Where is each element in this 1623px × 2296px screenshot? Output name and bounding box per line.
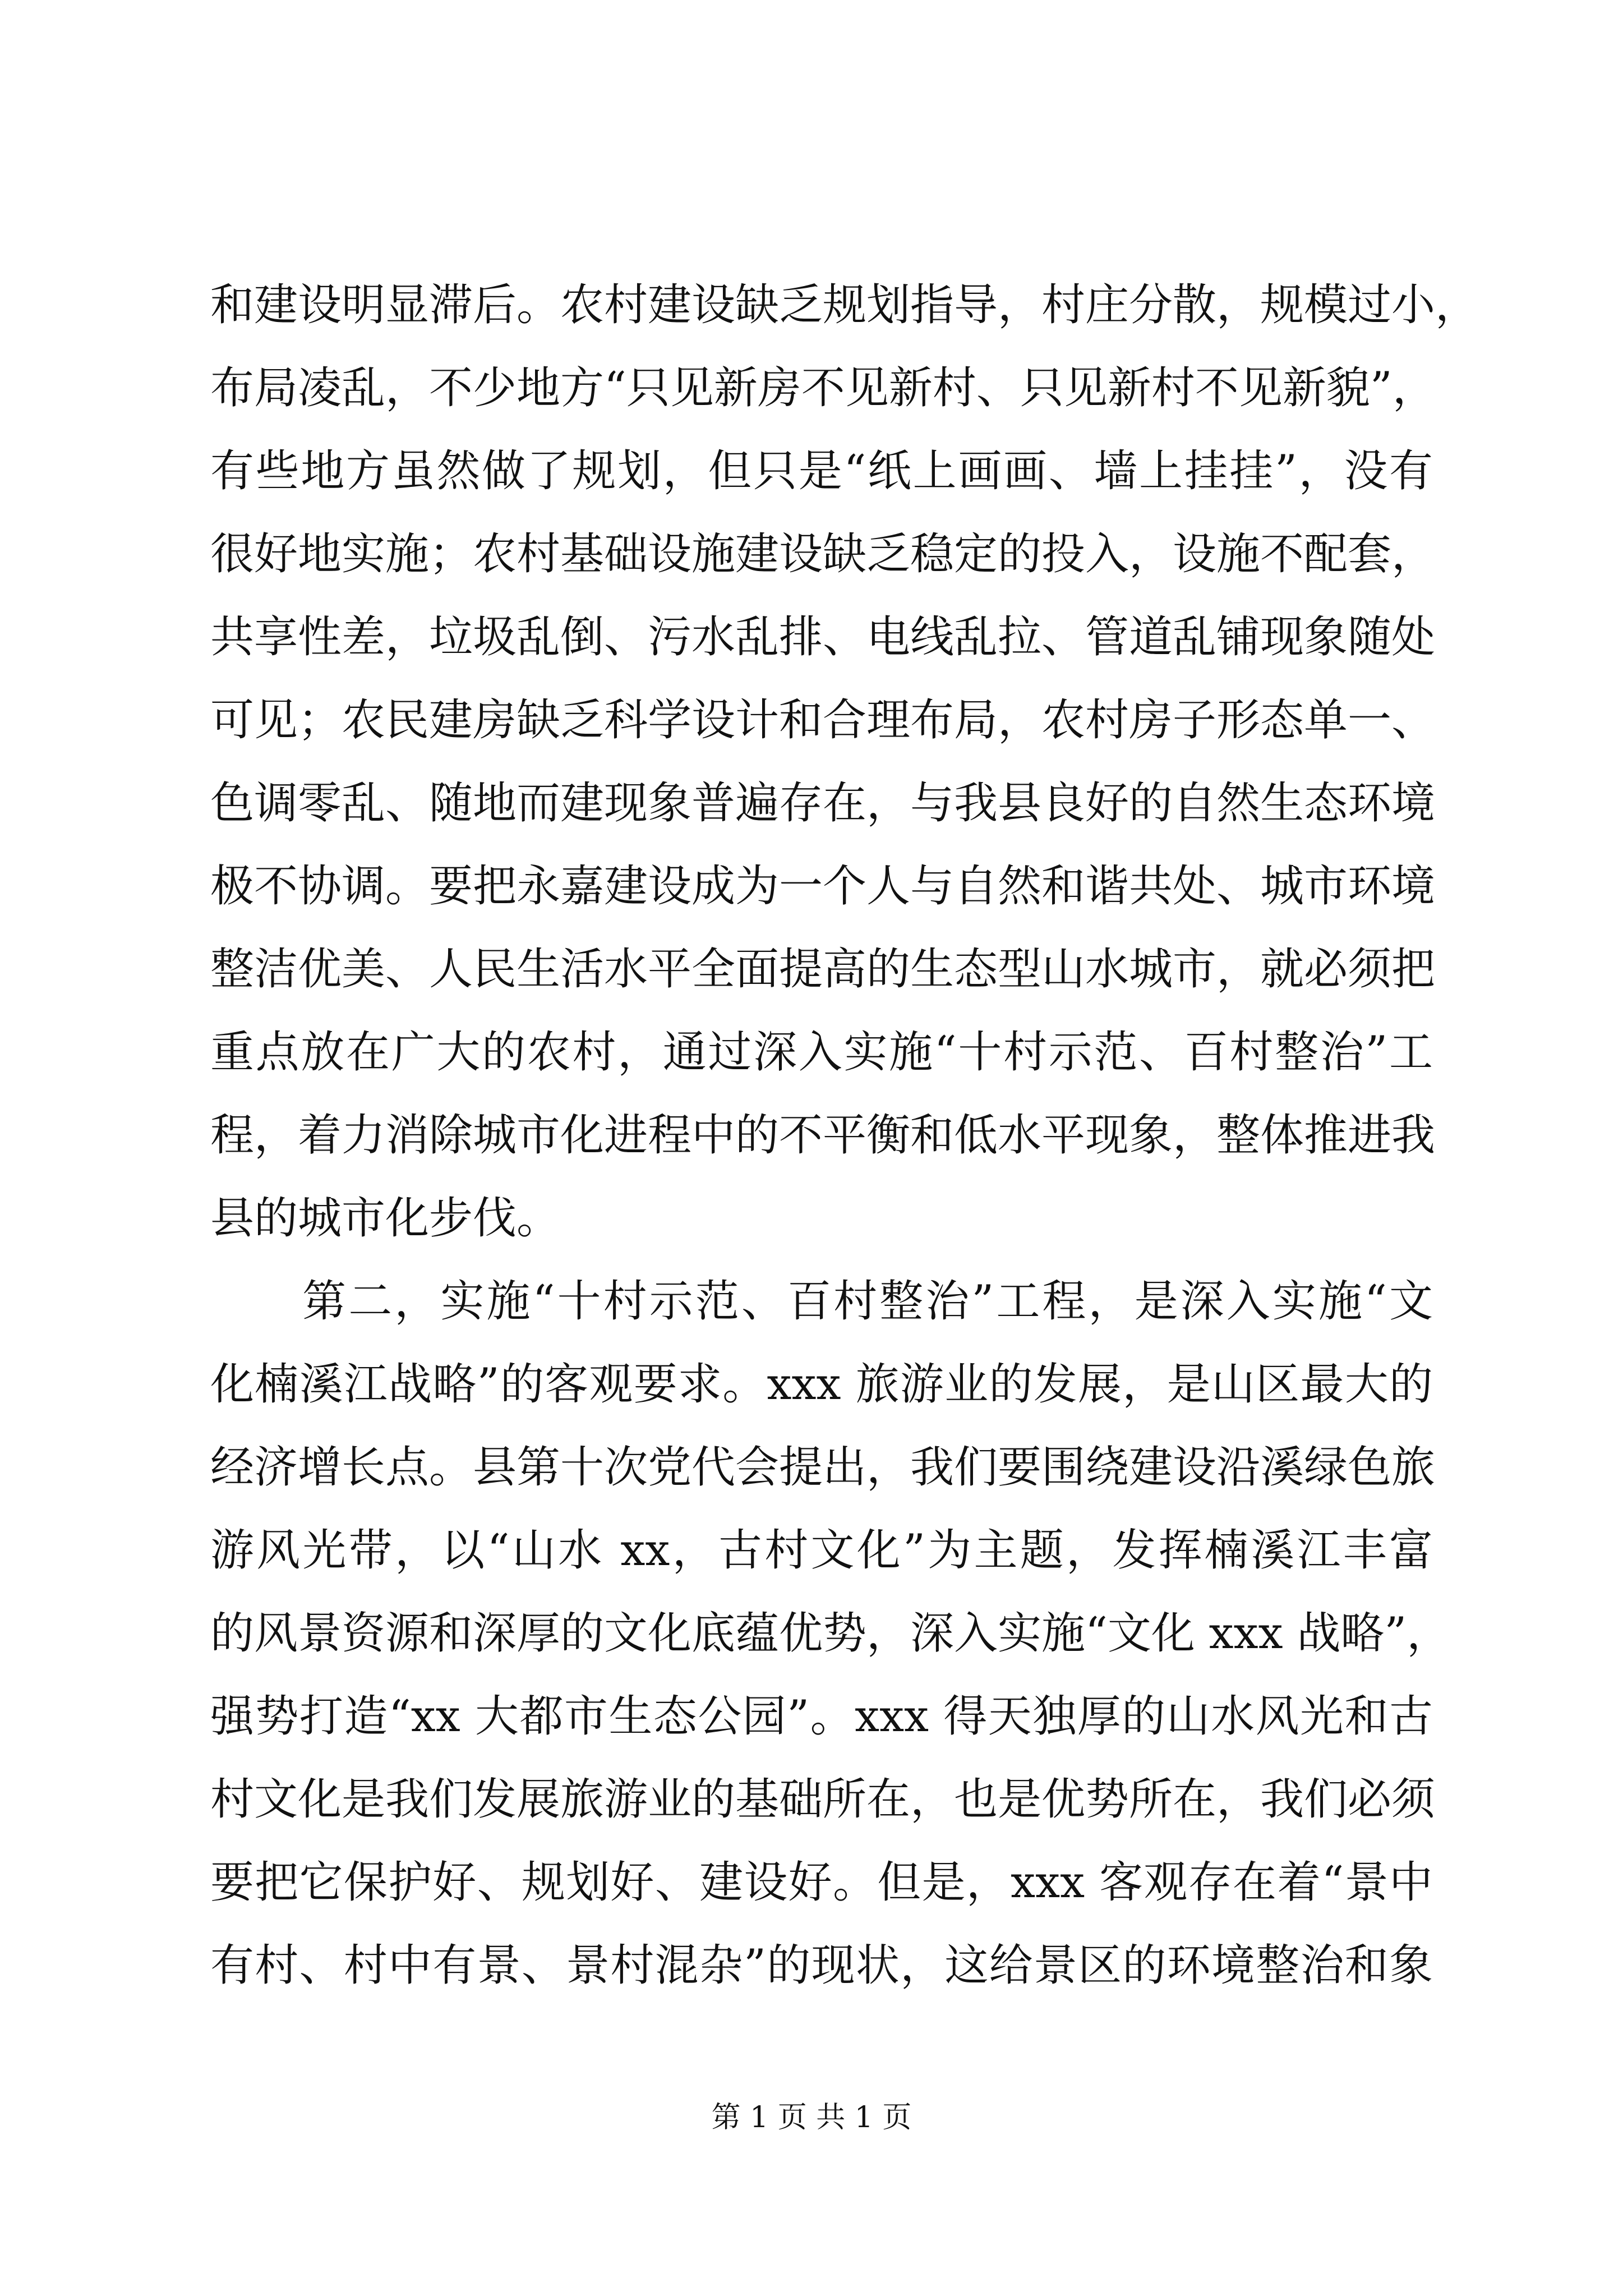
text-line: 要把它保护好、规划好、建设好。但是，xxx 客观存在着“景中 [210, 1857, 1433, 1908]
page-number-label: 第 1 页 共 1 页 [711, 2101, 912, 2134]
text-line: 化楠溪江战略”的客观要求。xxx 旅游业的发展，是山区最大的 [210, 1359, 1433, 1410]
text-line: 强势打造“xx 大都市生态公园”。xxx 得天独厚的山水风光和古 [210, 1691, 1433, 1742]
text-line: 布局凌乱，不少地方“只见新房不见新村、只见新村不见新貌”， [210, 363, 1436, 413]
text-line: 色调零乱、随地而建现象普遍存在，与我县良好的自然生态环境 [210, 778, 1436, 829]
text-line: 第二，实施“十村示范、百村整治”工程，是深入实施“文 [210, 1276, 1433, 1327]
text-line: 可见；农民建房缺乏科学设计和合理布局，农村房子形态单一、 [210, 695, 1436, 746]
text-line: 的风景资源和深厚的文化底蕴优势，深入实施“文化 xxx 战略”， [210, 1608, 1451, 1659]
text-line: 经济增长点。县第十次党代会提出，我们要围绕建设沿溪绿色旅 [210, 1442, 1436, 1493]
paragraph-1 [210, 264, 1479, 1260]
body-text [210, 264, 1479, 2007]
paragraph-2 [210, 1260, 1451, 2007]
text-line: 重点放在广大的农村，通过深入实施“十村示范、百村整治”工 [210, 1027, 1433, 1078]
text-line: 共享性差，垃圾乱倒、污水乱排、电线乱拉、管道乱铺现象随处 [210, 612, 1436, 662]
text-line: 游风光带，以“山水 xx，古村文化”为主题，发挥楠溪江丰富 [210, 1525, 1433, 1576]
text-line: 有些地方虽然做了规划，但只是“纸上画画、墙上挂挂”，没有 [210, 446, 1433, 496]
text-line: 有村、村中有景、景村混杂”的现状，这给景区的环境整治和象 [210, 1940, 1433, 1991]
text-line: 整洁优美、人民生活水平全面提高的生态型山水城市，就必须把 [210, 944, 1436, 995]
text-line: 很好地实施；农村基础设施建设缺乏稳定的投入，设施不配套， [210, 529, 1436, 579]
page-footer [0, 2095, 1623, 2140]
text-line: 村文化是我们发展旅游业的基础所在，也是优势所在，我们必须 [210, 1774, 1436, 1825]
text-line: 县的城市化步伐。 [210, 1193, 561, 1244]
text-line: 程，着力消除城市化进程中的不平衡和低水平现象，整体推进我 [210, 1110, 1436, 1161]
text-line: 和建设明显滞后。农村建设缺乏规划指导，村庄分散，规模过小， [210, 280, 1479, 330]
text-line: 极不协调。要把永嘉建设成为一个人与自然和谐共处、城市环境 [210, 861, 1436, 912]
